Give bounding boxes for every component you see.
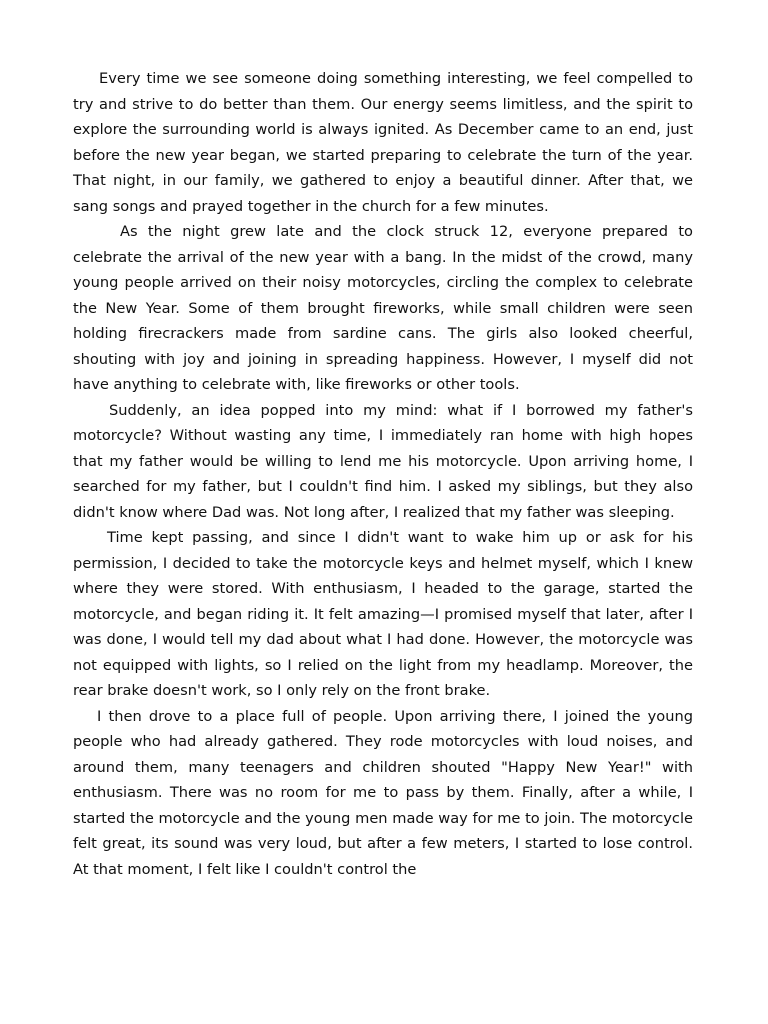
paragraph-1: Every time we see someone doing something interesting, we feel compelled to try and strive to do better than them. Our energy seems limitless, and the spirit to explore the surrounding world is always ignited. As December came to an end, just before the new year began, we started preparing to celebrate the turn of the year. That night, in our family, we gathered to enjoy a beautiful dinner. After that, we sang songs and prayed together in the church for a few minutes. xyxy=(73,70,693,215)
document-body xyxy=(73,66,693,882)
paragraph-4: Time kept passing, and since I didn't want to wake him up or ask for his permission, I decided to take the motorcycle keys and helmet myself, which I knew where they were stored. With enthusiasm, I headed to the garage, started the motorcycle, and began riding it. It felt amazing—I promised myself that later, after I was done, I would tell my dad about what I had done. However, the motorcycle was not equipped with lights, so I relied on the light from my headlamp. Moreover, the rear brake doesn't work, so I only rely on the front brake. xyxy=(73,529,693,699)
paragraph-3: Suddenly, an idea popped into my mind: what if I borrowed my father's motorcycle? Without wasting any time, I immediately ran home with high hopes that my father would be willing to lend me his motorcycle. Upon arriving home, I searched for my father, but I couldn't find him. I asked my siblings, but they also didn't know where Dad was. Not long after, I realized that my father was sleeping. xyxy=(73,401,693,521)
paragraph-5: I then drove to a place full of people. Upon arriving there, I joined the young people who had already gathered. They rode motorcycles with loud noises, and around them, many teenagers and children shouted "Happy New Year!" with enthusiasm. There was no room for me to pass by them. Finally, after a while, I started the motorcycle and the young men made way for me to join. The motorcycle felt great, its sound was very loud, but after a few meters, I started to lose control. At that moment, I felt like I couldn't control the xyxy=(73,707,693,878)
paragraph-2: As the night grew late and the clock struck 12, everyone prepared to celebrate the arrival of the new year with a bang. In the midst of the crowd, many young people arrived on their noisy motorcycles, circling the complex to celebrate the New Year. Some of them brought fireworks, while small children were seen holding firecrackers made from sardine cans. The girls also looked cheerful, shouting with joy and joining in spreading happiness. However, I myself did not have anything to celebrate with, like fireworks or other tools. xyxy=(73,223,693,393)
